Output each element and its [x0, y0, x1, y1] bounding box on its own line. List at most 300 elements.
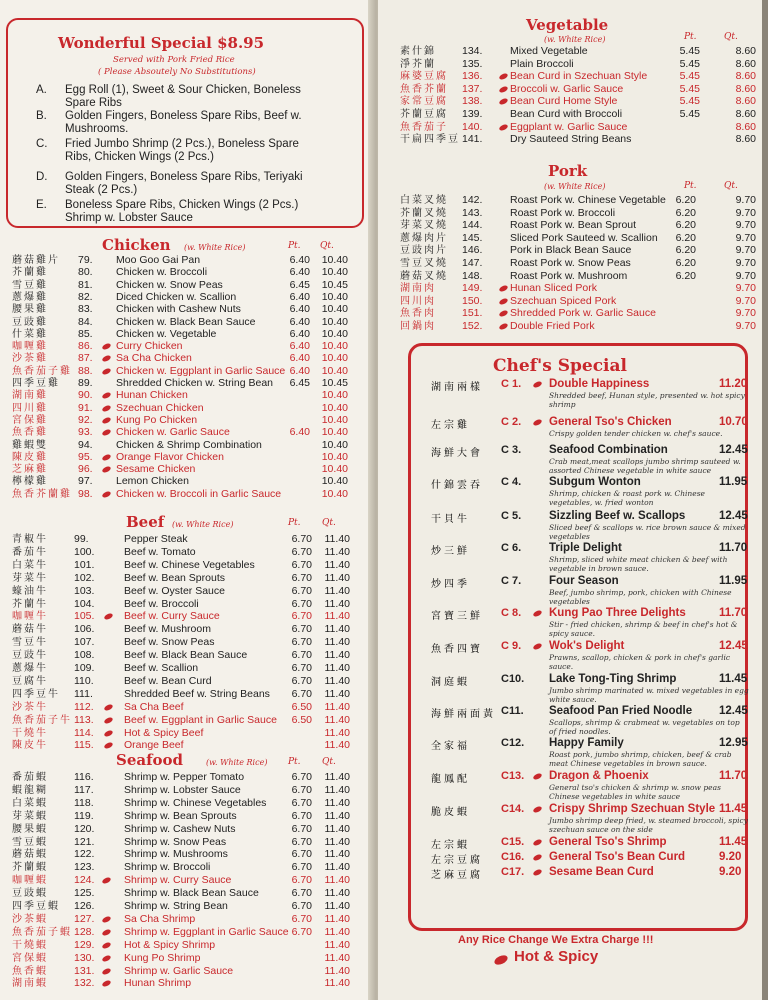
- pork-menu-row: [400, 269, 756, 283]
- chef-item-description: Shredded beef, Hunan style, presented w. hot spicy shrimp: [549, 391, 745, 409]
- pork-item-number: 151.: [462, 307, 483, 320]
- chicken-item-number: 80.: [78, 266, 93, 279]
- vegetable-item-number: 140.: [462, 120, 483, 133]
- seafood-chinese-name: 番茄蝦: [12, 772, 48, 783]
- chef-item-description: Stir - fried chicken, shrimp & beef in chef's hot & spicy sauce.: [549, 620, 738, 638]
- chicken-quart-price: 10.40: [321, 401, 348, 414]
- seafood-item-number: 132.: [74, 977, 95, 990]
- beef-item-number: 108.: [74, 649, 95, 662]
- chicken-pint-price: 6.40: [289, 290, 310, 303]
- beef-item-name: Beef w. Snow Peas: [124, 636, 215, 649]
- beef-quart-price: 11.40: [324, 597, 350, 610]
- hot-spicy-icon: [101, 980, 111, 988]
- hot-spicy-icon: [101, 915, 111, 923]
- rice-change-note: Any Rice Change We Extra Charge !!!: [458, 934, 654, 946]
- beef-quart-price: 11.40: [324, 662, 350, 674]
- seafood-menu-row: [12, 848, 350, 861]
- seafood-item-number: 116.: [74, 771, 94, 783]
- beef-chinese-name: 豆豉牛: [12, 650, 48, 662]
- vegetable-qt-header: Qt.: [724, 32, 738, 42]
- hot-spicy-icon: [532, 380, 542, 388]
- chicken-item-name: Lemon Chicken: [116, 475, 189, 488]
- beef-item-name: Beef w. Broccoli: [124, 597, 199, 610]
- beef-item-number: 112.: [74, 700, 94, 713]
- pork-chinese-name: 蘑菇叉燒: [400, 270, 448, 282]
- pork-chinese-name: 芽菜叉燒: [400, 220, 448, 232]
- hot-spicy-icon: [101, 416, 111, 424]
- chicken-chinese-name: 四季豆雞: [12, 378, 60, 389]
- chicken-quart-price: 10.40: [321, 352, 348, 365]
- pork-item-name: Roast Pork w. Snow Peas: [510, 257, 631, 269]
- chicken-chinese-name: 魚香芥蘭雞: [12, 488, 72, 500]
- chicken-item-name: Chicken w. Broccoli in Garlic Sauce: [116, 487, 282, 500]
- chicken-menu-row: [12, 315, 348, 329]
- vegetable-item-name: Mixed Vegetable: [510, 45, 588, 57]
- beef-pint-price: 6.70: [291, 687, 312, 700]
- chef-item-title: Seafood Pan Fried Noodle: [549, 705, 693, 717]
- vegetable-chinese-name: 干扁四季豆: [400, 134, 460, 146]
- chef-item-description: Shrimp, sliced white meat chicken & beef with vegetable in brown sauce.: [549, 555, 728, 573]
- chicken-item-number: 85.: [78, 327, 93, 340]
- pork-item-number: 150.: [462, 294, 483, 307]
- chicken-menu-row: [12, 389, 348, 402]
- beef-quart-price: 11.40: [324, 700, 350, 713]
- beef-pint-price: 6.70: [291, 662, 312, 674]
- beef-item-number: 106.: [74, 623, 95, 636]
- chef-item-title: Happy Family: [549, 737, 624, 749]
- chef-chinese-name: 湖南兩樣: [431, 382, 483, 393]
- chef-item-code: C13.: [501, 770, 525, 782]
- beef-menu-row: [12, 662, 350, 675]
- chicken-menu-row: [12, 303, 348, 316]
- seafood-chinese-name: 芽菜蝦: [12, 810, 48, 822]
- chef-item-code: C10.: [501, 673, 525, 685]
- chef-item-code: C 5.: [501, 510, 522, 522]
- beef-chinese-name: 沙茶牛: [12, 701, 48, 713]
- seafood-quart-price: 11.40: [324, 874, 350, 887]
- combo-letter: D.: [36, 171, 48, 183]
- pork-menu-row: [400, 231, 756, 245]
- seafood-menu-row: [12, 835, 350, 849]
- seafood-item-name: Shrimp w. Black Bean Sauce: [124, 887, 259, 900]
- beef-item-number: 100.: [74, 545, 95, 558]
- vegetable-pint-price: 5.45: [679, 70, 700, 83]
- chicken-chinese-name: 四川雞: [12, 402, 48, 414]
- beef-pint-price: 6.70: [291, 597, 312, 610]
- seafood-pint-price: 6.70: [291, 925, 312, 938]
- chicken-pint-price: 6.40: [289, 364, 310, 377]
- combo-text: Boneless Spare Ribs, Chicken Wings (2 Pcs.) Shrimp w. Lobster Sauce: [65, 199, 299, 224]
- hot-spicy-icon: [101, 928, 111, 936]
- beef-pint-price: 6.70: [291, 571, 312, 584]
- seafood-chinese-name: 咖喱蝦: [12, 875, 48, 887]
- pork-item-number: 142.: [462, 194, 483, 206]
- combo-text: Fried Jumbo Shrimp (2 Pcs.), Boneless Spare Ribs, Chicken Wings (2 Pcs.): [65, 138, 299, 163]
- chicken-item-name: Chicken with Cashew Nuts: [116, 303, 241, 316]
- chicken-menu-row: [12, 352, 348, 365]
- beef-item-name: Shredded Beef w. String Beans: [124, 687, 270, 700]
- chicken-menu-row: [12, 487, 348, 501]
- chicken-title: Chicken: [102, 236, 171, 254]
- pork-item-number: 148.: [462, 269, 483, 282]
- pork-menu-row: [400, 206, 756, 220]
- vegetable-pint-price: 5.45: [679, 108, 700, 120]
- seafood-item-name: Hot & Spicy Shrimp: [124, 938, 216, 951]
- seafood-menu-row: [12, 951, 350, 965]
- chicken-item-number: 92.: [78, 413, 93, 426]
- pork-chinese-name: 雪豆叉燒: [400, 258, 448, 269]
- vegetable-chinese-name: 魚香芥蘭: [400, 83, 448, 95]
- chicken-quart-price: 10.40: [321, 266, 348, 279]
- chef-chinese-name: 左宗雞: [431, 420, 470, 431]
- chicken-chinese-name: 魚香雞: [12, 427, 48, 439]
- beef-quart-price: 11.40: [324, 726, 350, 739]
- pork-menu-row: [400, 294, 756, 308]
- chicken-pint-price: 6.40: [289, 352, 310, 365]
- seafood-item-number: 131.: [74, 964, 95, 977]
- chef-item-price: 12.45: [719, 444, 748, 456]
- hot-spicy-legend-icon: [493, 953, 509, 966]
- chicken-item-number: 90.: [78, 389, 93, 402]
- seafood-item-name: Sa Cha Shrimp: [124, 912, 196, 925]
- beef-menu-row: [12, 674, 350, 688]
- hot-spicy-icon: [101, 342, 111, 350]
- pork-item-name: Shredded Pork w. Garlic Sauce: [510, 307, 656, 320]
- chef-item-description: General tso's chicken & shrimp w. snow peas Chinese vegetables in white sauce: [549, 783, 721, 801]
- vegetable-menu-row: [400, 57, 756, 71]
- hot-spicy-icon: [103, 742, 113, 750]
- chicken-chinese-name: 陳皮雞: [12, 451, 48, 463]
- chef-item-code: C12.: [501, 737, 525, 749]
- beef-chinese-name: 雪豆牛: [12, 637, 48, 649]
- beef-chinese-name: 蘑菇牛: [12, 624, 48, 636]
- pork-menu-row: [400, 194, 756, 207]
- hot-spicy-icon: [498, 322, 508, 330]
- chicken-item-number: 91.: [78, 401, 93, 414]
- vegetable-quart-price: 8.60: [735, 57, 756, 70]
- seafood-pt-header: Pt.: [288, 757, 301, 767]
- wonderful-special-title: Wonderful Special $8.95: [58, 34, 265, 52]
- seafood-item-name: Shrimp w. Garlic Sauce: [124, 964, 234, 977]
- hot-spicy-icon: [103, 613, 113, 621]
- pork-pt-header: Pt.: [684, 181, 697, 191]
- seafood-chinese-name: 腰果蝦: [12, 823, 48, 835]
- chef-item-description: Jumbo shrimp deep fried, w. steamed broccoli, spicy szechuan sauce on the side: [549, 816, 748, 834]
- beef-item-number: 114.: [74, 726, 94, 739]
- chef-chinese-name: 什錦雲吞: [431, 480, 483, 491]
- chicken-item-number: 84.: [78, 315, 93, 328]
- chicken-item-number: 94.: [78, 438, 93, 451]
- chicken-chinese-name: 咖喱雞: [12, 341, 48, 353]
- chef-item-title: Seafood Combination: [549, 444, 668, 456]
- chicken-menu-row: [12, 278, 348, 292]
- seafood-menu-row: [12, 938, 350, 952]
- beef-item-name: Orange Beef: [124, 739, 184, 752]
- hot-spicy-icon: [101, 490, 111, 498]
- beef-item-name: Beef w. Mushroom: [124, 623, 211, 636]
- chicken-item-name: Curry Chicken: [116, 340, 183, 353]
- chicken-item-name: Chicken w. Vegetable: [116, 327, 217, 340]
- pork-item-number: 145.: [462, 231, 483, 244]
- pork-quart-price: 9.70: [735, 194, 756, 206]
- seafood-chinese-name: 蘑菇蝦: [12, 849, 48, 861]
- vegetable-pint-price: 5.45: [679, 82, 700, 95]
- seafood-quart-price: 11.40: [324, 861, 350, 874]
- seafood-menu-row: [12, 771, 350, 784]
- seafood-quart-price: 11.40: [324, 771, 350, 783]
- chicken-quart-price: 10.40: [321, 254, 348, 266]
- beef-item-number: 105.: [74, 610, 95, 623]
- pork-pint-price: 6.20: [675, 194, 696, 206]
- hot-spicy-icon: [498, 98, 508, 106]
- beef-quart-price: 11.40: [324, 687, 350, 700]
- beef-menu-row: [12, 545, 350, 559]
- chicken-pint-price: 6.40: [289, 426, 310, 439]
- vegetable-sub: (w. White Rice): [544, 35, 606, 44]
- seafood-pint-price: 6.70: [291, 887, 312, 900]
- menu-right-panel: [378, 0, 762, 1000]
- chef-item-price: 12.45: [719, 510, 748, 522]
- chicken-pint-price: 6.40: [289, 315, 310, 328]
- chicken-item-name: Chicken w. Eggplant in Garlic Sauce: [116, 364, 286, 377]
- chicken-item-number: 89.: [78, 377, 93, 389]
- beef-quart-price: 11.40: [324, 545, 350, 558]
- chicken-item-name: Kung Po Chicken: [116, 413, 198, 426]
- wonderful-special-sub2: ( Please Absoutely No Substitutions): [98, 67, 256, 77]
- seafood-chinese-name: 白菜蝦: [12, 797, 48, 809]
- hot-spicy-icon: [498, 297, 508, 305]
- vegetable-item-number: 137.: [462, 82, 483, 95]
- seafood-quart-price: 11.40: [324, 977, 350, 990]
- chef-item-code: C16.: [501, 851, 525, 863]
- beef-chinese-name: 芽菜牛: [12, 572, 48, 584]
- chicken-pt-header: Pt.: [288, 241, 301, 251]
- seafood-chinese-name: 豆豉蝦: [12, 888, 48, 900]
- hot-spicy-icon: [101, 465, 111, 473]
- pork-chinese-name: 白菜叉燒: [400, 195, 448, 206]
- chef-chinese-name: 脆皮蝦: [431, 807, 470, 818]
- pork-pint-price: 6.20: [675, 206, 696, 219]
- hot-spicy-icon: [103, 703, 113, 711]
- chicken-pint-price: 6.45: [289, 278, 310, 291]
- beef-pint-price: 6.70: [291, 649, 312, 662]
- beef-menu-row: [12, 687, 350, 701]
- wonderful-special-sub1: Served with Pork Fried Rice: [113, 55, 235, 65]
- chef-item-price: 12.95: [719, 737, 748, 749]
- seafood-quart-price: 11.40: [324, 887, 350, 900]
- seafood-item-number: 125.: [74, 887, 95, 900]
- beef-menu-row: [12, 649, 350, 662]
- seafood-chinese-name: 魚香茄子蝦: [12, 926, 72, 938]
- beef-chinese-name: 魚香茄子牛: [12, 714, 72, 726]
- beef-pint-price: 6.50: [291, 713, 312, 726]
- beef-menu-row: [12, 558, 350, 572]
- chicken-menu-row: [12, 401, 348, 415]
- pork-item-name: Roast Pork w. Mushroom: [510, 269, 628, 282]
- chef-item-price: 11.70: [719, 770, 748, 782]
- beef-item-number: 107.: [74, 636, 95, 649]
- chicken-quart-price: 10.40: [321, 315, 348, 328]
- seafood-pint-price: 6.70: [291, 796, 312, 809]
- pork-quart-price: 9.70: [735, 307, 756, 320]
- beef-chinese-name: 豆腐牛: [12, 675, 48, 687]
- chef-item-price: 11.70: [719, 607, 748, 619]
- seafood-quart-price: 11.40: [324, 809, 350, 822]
- pork-pint-price: 6.20: [675, 219, 696, 232]
- chicken-menu-row: [12, 413, 348, 427]
- vegetable-menu-row: [400, 120, 756, 134]
- seafood-pint-price: 6.70: [291, 900, 312, 912]
- chef-chinese-name: 左宗豆腐: [431, 855, 483, 866]
- chef-item-code: C 3.: [501, 444, 522, 456]
- vegetable-quart-price: 8.60: [735, 95, 756, 108]
- vegetable-item-number: 135.: [462, 57, 483, 70]
- chef-item-price: 9.20: [719, 851, 742, 863]
- beef-item-name: Beef w. Black Bean Sauce: [124, 649, 248, 662]
- chef-item-title: Double Happiness: [549, 378, 650, 390]
- vegetable-chinese-name: 素什錦: [400, 46, 436, 57]
- seafood-chinese-name: 雪豆蝦: [12, 836, 48, 848]
- pork-item-number: 144.: [462, 219, 483, 232]
- seafood-quart-price: 11.40: [324, 900, 350, 912]
- seafood-item-number: 119.: [74, 809, 94, 822]
- chicken-quart-price: 10.40: [321, 389, 348, 402]
- seafood-quart-price: 11.40: [324, 783, 350, 796]
- hot-spicy-icon: [532, 853, 542, 861]
- chicken-chinese-name: 什菜雞: [12, 328, 48, 340]
- beef-chinese-name: 咖喱牛: [12, 611, 48, 623]
- beef-pint-price: 6.70: [291, 623, 312, 636]
- pork-pint-price: 6.20: [675, 244, 696, 257]
- wonderful-special-box: [6, 18, 364, 228]
- hot-spicy-icon: [101, 954, 111, 962]
- combo-letter: E.: [36, 199, 47, 211]
- chicken-quart-price: 10.40: [321, 303, 348, 316]
- chicken-item-name: Chicken w. Broccoli: [116, 266, 208, 279]
- seafood-item-number: 126.: [74, 900, 95, 912]
- beef-pint-price: 6.70: [291, 674, 312, 687]
- chicken-item-number: 88.: [78, 364, 93, 377]
- seafood-pint-price: 6.70: [291, 861, 312, 874]
- seafood-item-number: 127.: [74, 912, 95, 925]
- chefs-special-box: [408, 343, 748, 931]
- seafood-menu-row: [12, 874, 350, 887]
- chicken-item-number: 98.: [78, 487, 93, 500]
- chicken-menu-row: [12, 426, 348, 439]
- vegetable-menu-row: [400, 82, 756, 96]
- seafood-item-name: Shrimp w. String Bean: [124, 900, 228, 912]
- chicken-item-name: Diced Chicken w. Scallion: [116, 290, 237, 303]
- seafood-chinese-name: 湖南蝦: [12, 978, 48, 990]
- chef-item-code: C 1.: [501, 378, 522, 390]
- vegetable-chinese-name: 芥蘭豆腐: [400, 109, 448, 120]
- vegetable-quart-price: 8.60: [735, 70, 756, 83]
- combo-letter: C.: [36, 138, 48, 150]
- chef-item-code: C 4.: [501, 476, 522, 488]
- beef-pint-price: 6.70: [291, 610, 312, 623]
- hot-spicy-icon: [532, 418, 542, 426]
- chef-chinese-name: 洞庭蝦: [431, 677, 470, 688]
- beef-item-number: 103.: [74, 584, 95, 597]
- chicken-menu-row: [12, 475, 348, 488]
- chicken-menu-row: [12, 438, 348, 452]
- beef-item-name: Beef w. Curry Sauce: [124, 610, 220, 623]
- seafood-chinese-name: 宮保蝦: [12, 952, 48, 964]
- beef-pint-price: 6.50: [291, 700, 312, 713]
- chicken-pint-price: 6.40: [289, 340, 310, 353]
- pork-item-name: Roast Pork w. Chinese Vegetable: [510, 194, 666, 206]
- chef-chinese-name: 炒三鮮: [431, 546, 470, 557]
- chicken-item-number: 97.: [78, 475, 93, 488]
- beef-quart-price: 11.40: [324, 533, 350, 545]
- beef-sub: (w. White Rice): [172, 520, 234, 529]
- chicken-item-number: 96.: [78, 463, 93, 476]
- seafood-quart-price: 11.40: [324, 822, 350, 835]
- chef-item-price: 11.95: [719, 575, 748, 587]
- vegetable-item-number: 138.: [462, 95, 483, 108]
- chef-item-title: General Tso's Shrimp: [549, 836, 667, 848]
- chef-item-description: Beef, jumbo shrimp, pork, chicken with Chinese vegetables: [549, 588, 732, 606]
- pork-quart-price: 9.70: [735, 320, 756, 332]
- chicken-item-number: 82.: [78, 290, 93, 303]
- seafood-item-name: Kung Po Shrimp: [124, 951, 201, 964]
- chef-item-code: C15.: [501, 836, 525, 848]
- vegetable-menu-row: [400, 108, 756, 121]
- chef-item-title: Sizzling Beef w. Scallops: [549, 510, 686, 522]
- vegetable-chinese-name: 淨芥蘭: [400, 58, 436, 70]
- seafood-item-number: 128.: [74, 925, 95, 938]
- pork-menu-row: [400, 219, 756, 232]
- pork-item-number: 143.: [462, 206, 483, 219]
- pork-chinese-name: 芥蘭叉燒: [400, 207, 448, 219]
- chef-item-description: Jumbo shrimp marinated w. mixed vegetables in egg white sauce.: [549, 686, 749, 704]
- seafood-pint-price: 6.70: [291, 835, 312, 848]
- beef-quart-price: 11.40: [324, 558, 350, 571]
- seafood-pint-price: 6.70: [291, 874, 312, 887]
- seafood-quart-price: 11.40: [324, 951, 350, 964]
- beef-pint-price: 6.70: [291, 584, 312, 597]
- pork-item-name: Szechuan Spiced Pork: [510, 294, 617, 307]
- seafood-menu-row: [12, 822, 350, 836]
- vegetable-menu-row: [400, 45, 756, 58]
- chicken-qt-header: Qt.: [320, 241, 334, 251]
- chef-item-description: Prawns, scallop, chicken & pork in chef's garlic sauce.: [549, 653, 731, 671]
- seafood-item-number: 122.: [74, 848, 95, 861]
- chicken-item-name: Sesame Chicken: [116, 463, 196, 476]
- beef-menu-row: [12, 726, 350, 740]
- beef-chinese-name: 番茄牛: [12, 546, 48, 558]
- chicken-menu-row: [12, 290, 348, 304]
- seafood-menu-row: [12, 977, 350, 990]
- chicken-quart-price: 10.45: [321, 278, 348, 291]
- combo-text: Egg Roll (1), Sweet & Sour Chicken, Boneless Spare Ribs: [65, 84, 301, 109]
- vegetable-item-name: Plain Broccoli: [510, 57, 574, 70]
- chef-item-title: General Tso's Chicken: [549, 416, 672, 428]
- beef-quart-price: 11.40: [324, 674, 350, 687]
- vegetable-item-name: Bean Curd Home Style: [510, 95, 618, 108]
- beef-menu-row: [12, 533, 350, 546]
- chef-chinese-name: 魚香四寶: [431, 644, 483, 655]
- chicken-menu-row: [12, 377, 348, 390]
- beef-title: Beef: [126, 513, 165, 531]
- chicken-item-name: Orange Flavor Chicken: [116, 450, 224, 463]
- pork-menu-row: [400, 244, 756, 257]
- vegetable-item-name: Eggplant w. Garlic Sauce: [510, 120, 628, 133]
- pork-qt-header: Qt.: [724, 181, 738, 191]
- chef-item-price: 11.45: [719, 803, 748, 815]
- chef-item-title: Lake Tong-Ting Shrimp: [549, 673, 677, 685]
- chicken-quart-price: 10.40: [321, 475, 348, 488]
